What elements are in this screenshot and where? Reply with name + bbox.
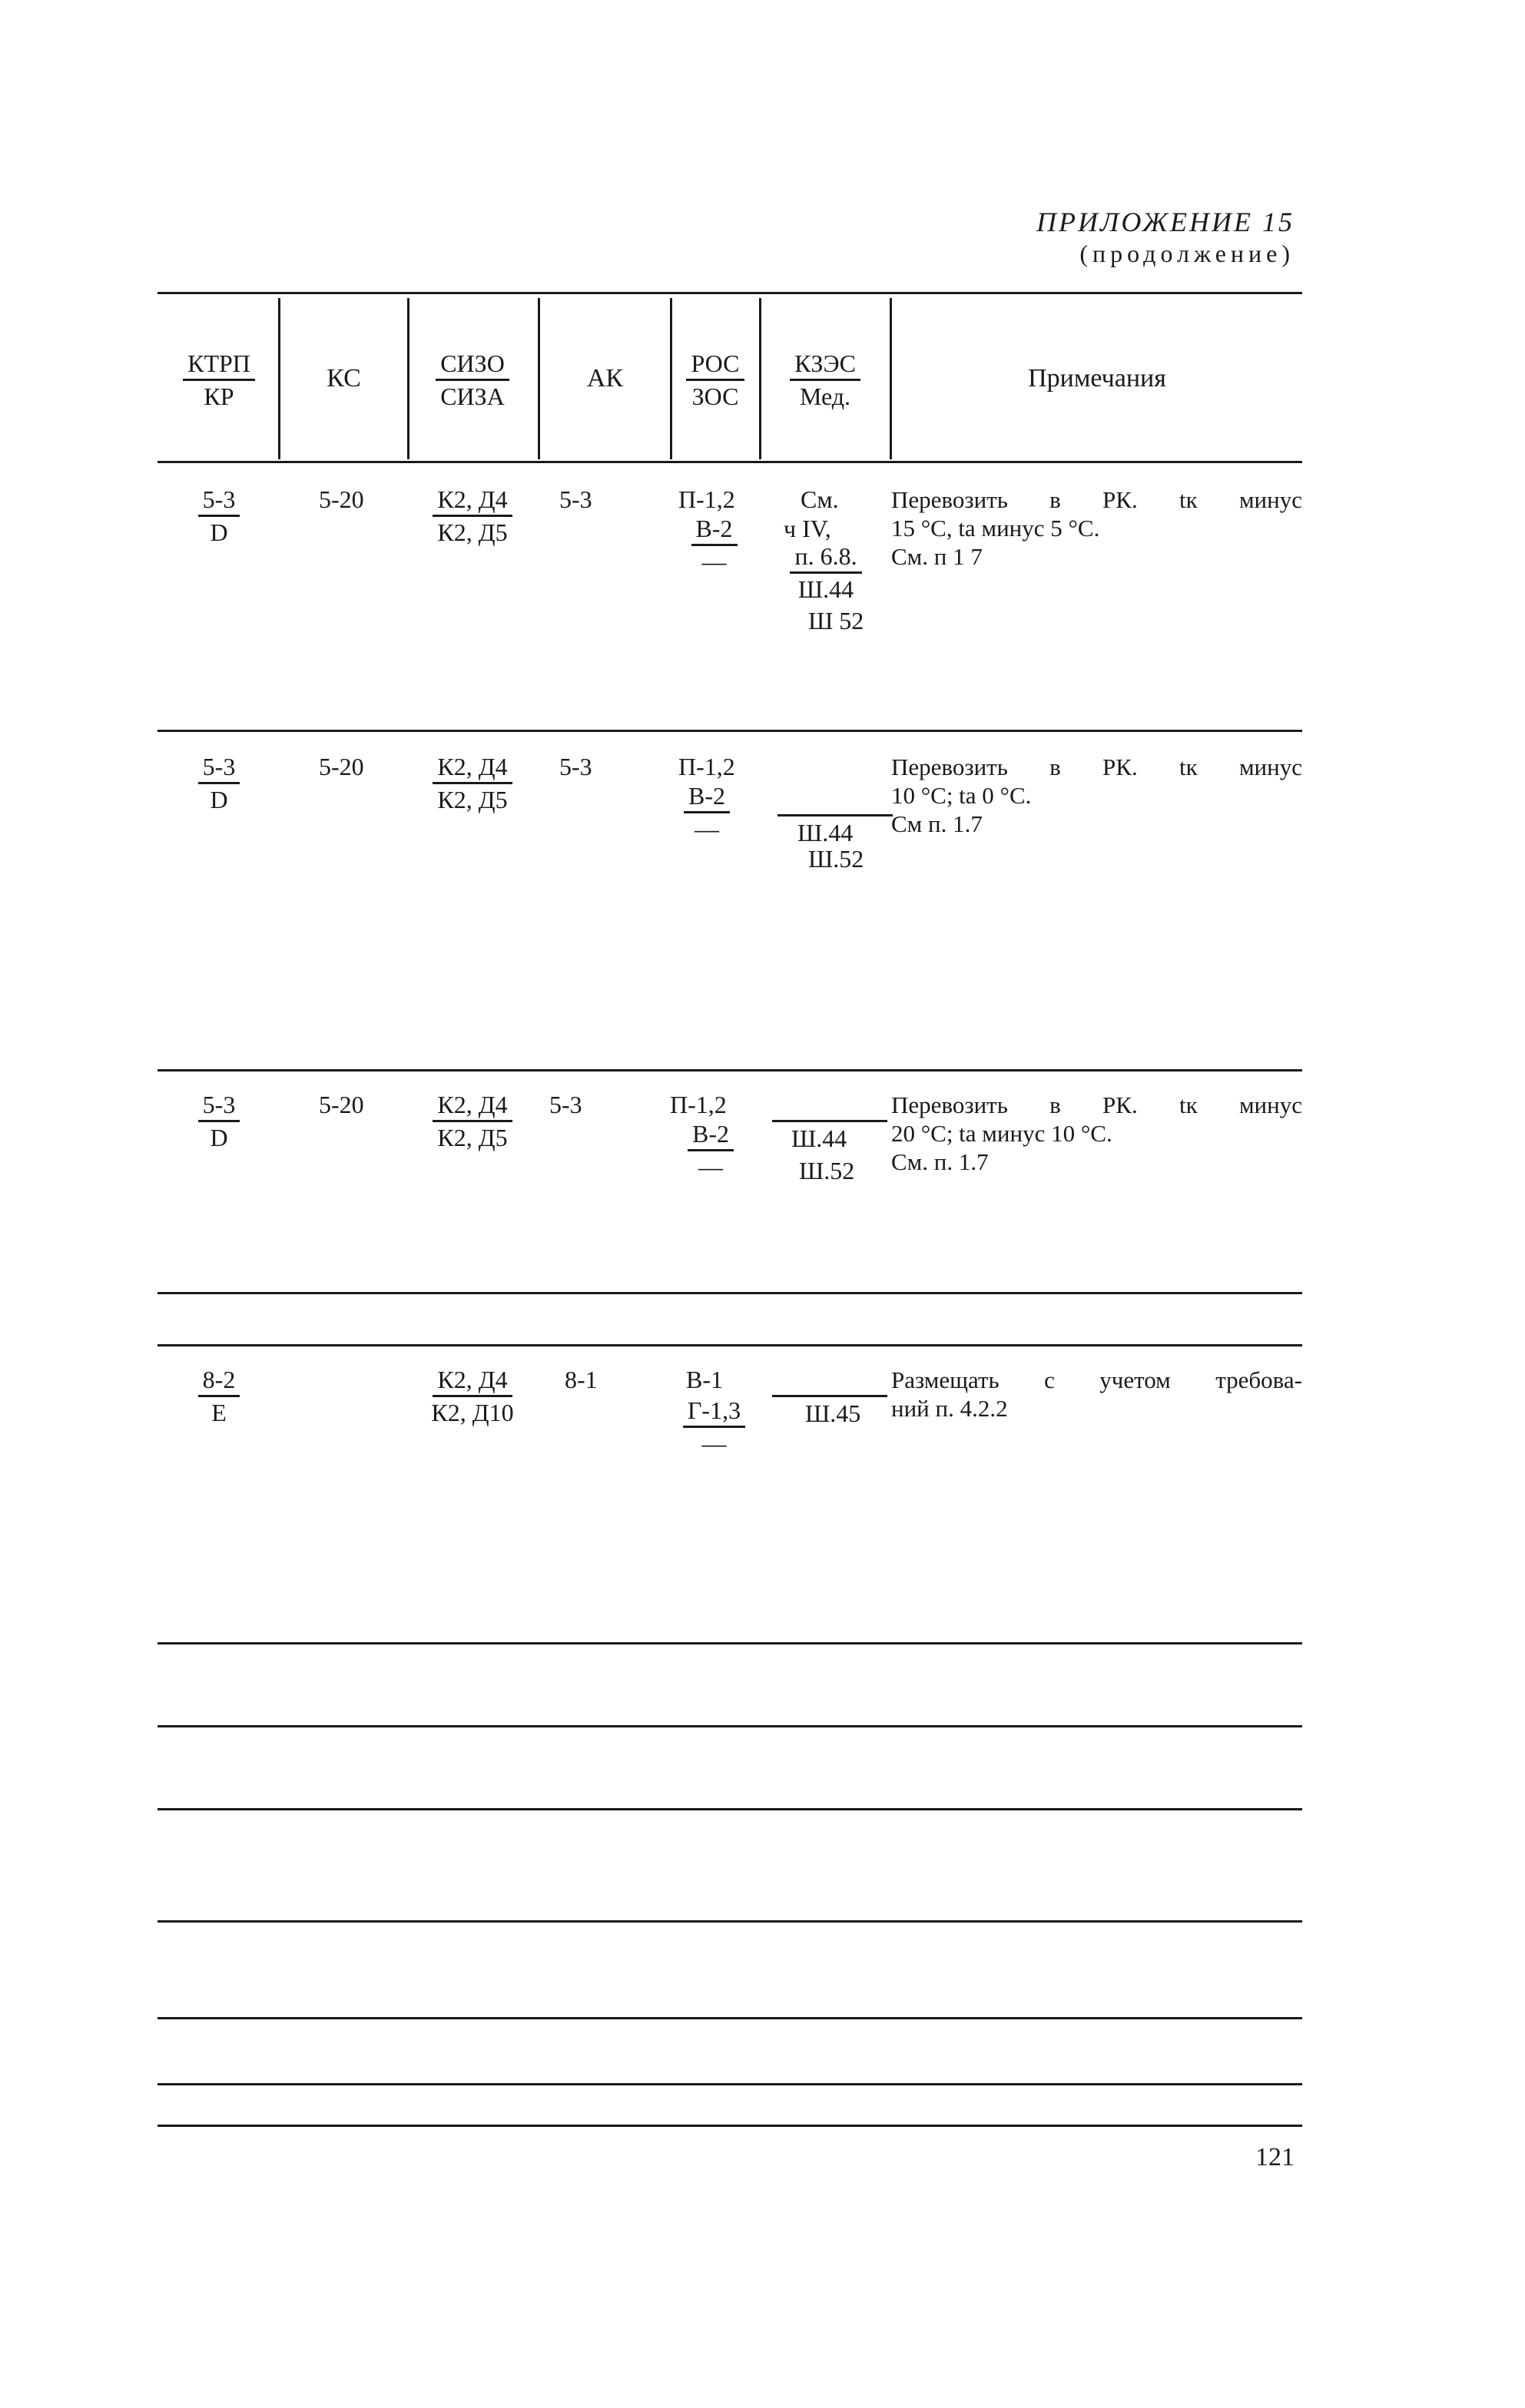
row1-ktrp: 5-3	[198, 485, 240, 517]
header-sizo: СИЗО	[436, 349, 509, 381]
header-med: Мед.	[799, 383, 851, 410]
row4-ros: В-1	[686, 1366, 723, 1393]
row1-med-2: Ш 52	[808, 607, 864, 634]
row1-sizo: К2, Д4	[433, 485, 512, 517]
table-top-rule	[157, 292, 1302, 294]
row3-kr: D	[210, 1124, 228, 1151]
row2-med-2: Ш.52	[808, 845, 864, 873]
header-ak: АК	[586, 364, 624, 393]
row2-med-1: Ш.44	[797, 819, 854, 846]
row2-ros: П-1,2	[678, 753, 735, 780]
header-divider	[759, 298, 761, 459]
header-divider	[890, 298, 892, 459]
row3-sizo-siza	[411, 1091, 534, 1151]
row4-zos: —	[701, 1429, 727, 1457]
row2-siza: К2, Д5	[437, 786, 508, 813]
row1-ak: 5-3	[559, 485, 592, 513]
row3-ak: 5-3	[549, 1091, 582, 1118]
header-ros: РОС	[686, 349, 744, 381]
header-divider	[670, 298, 672, 459]
row-separator	[157, 1920, 1302, 1923]
row3-notes	[891, 1091, 1302, 1176]
header-notes: Примечания	[1028, 364, 1166, 393]
row3-sizo: К2, Д4	[433, 1091, 512, 1122]
header-ktrp-kr	[161, 349, 277, 410]
row4-ros2-zos	[670, 1396, 758, 1457]
row2-med-rule	[777, 814, 893, 816]
row3-ktrp: 5-3	[198, 1091, 240, 1122]
row1-kzes-line2: ч IV,	[784, 515, 831, 542]
row3-note-line: См. п. 1.7	[891, 1148, 989, 1175]
row3-ros2-zos	[661, 1120, 761, 1181]
row2-note-line: См п. 1.7	[891, 810, 983, 837]
row-separator	[157, 1344, 1302, 1346]
row1-kzes-line1: См.	[801, 485, 839, 513]
row-separator	[157, 2017, 1302, 2019]
appendix-title: ПРИЛОЖЕНИЕ 15	[1036, 207, 1295, 237]
header-divider	[278, 298, 280, 459]
row-separator	[157, 730, 1302, 732]
row4-sizo-siza	[411, 1366, 534, 1426]
row1-kr: D	[210, 518, 228, 546]
row-separator	[157, 2083, 1302, 2085]
row1-notes	[891, 485, 1302, 571]
row3-ktrp-kr	[161, 1091, 277, 1151]
header-siza: СИЗА	[440, 383, 505, 410]
row4-sizo: К2, Д4	[433, 1366, 512, 1397]
row2-sizo: К2, Д4	[433, 753, 512, 784]
row-separator	[157, 1642, 1302, 1645]
row1-zos: —	[701, 548, 727, 575]
header-kzes-med	[763, 349, 887, 410]
row1-ktrp-kr	[161, 485, 277, 546]
row3-zos: —	[698, 1153, 723, 1181]
row1-ks: 5-20	[319, 485, 364, 513]
row4-ktrp-kr	[161, 1366, 277, 1426]
row4-note-line: ний п. 4.2.2	[891, 1395, 1008, 1422]
row2-ros2: В-2	[684, 782, 730, 813]
row4-note-line: Размещать с учетом требова-	[891, 1366, 1302, 1393]
row2-note-line: Перевозить в РК. tк минус	[891, 754, 1302, 780]
row-separator	[157, 1725, 1302, 1727]
row3-med-2: Ш.52	[799, 1157, 855, 1184]
row4-ros2: Г-1,3	[683, 1396, 745, 1428]
row2-ktrp: 5-3	[198, 753, 240, 784]
row2-notes	[891, 753, 1302, 838]
row4-kr: Е	[211, 1399, 227, 1426]
row1-kzes-line3: п. 6.8.	[790, 542, 861, 574]
appendix-subtitle: (продолжение)	[1079, 240, 1295, 267]
row4-med-1: Ш.45	[805, 1399, 861, 1427]
row2-ks: 5-20	[319, 753, 364, 780]
header-divider	[407, 298, 409, 459]
row2-ros2-zos	[657, 782, 757, 843]
header-sizo-siza	[411, 349, 534, 410]
row1-sizo-siza	[411, 485, 534, 546]
row3-med-rule	[772, 1120, 887, 1122]
row1-note-line: Перевозить в РК. tк минус	[891, 486, 1302, 513]
header-ks: КС	[327, 364, 361, 393]
header-divider	[538, 298, 540, 459]
row4-med-rule	[772, 1395, 887, 1397]
row3-ros: П-1,2	[670, 1091, 727, 1118]
row4-siza: К2, Д10	[431, 1399, 514, 1426]
row3-siza: К2, Д5	[437, 1124, 508, 1151]
row3-med-1: Ш.44	[791, 1125, 847, 1152]
row1-ros2-zos	[674, 515, 754, 575]
header-ros-zos	[674, 349, 757, 410]
row1-ros: П-1,2	[678, 485, 735, 513]
row1-siza: К2, Д5	[437, 518, 508, 546]
row-separator	[157, 1808, 1302, 1810]
row2-kr: D	[210, 786, 228, 813]
row-separator	[157, 1069, 1302, 1072]
row3-note-line: Перевозить в РК. tк минус	[891, 1091, 1302, 1118]
row2-sizo-siza	[411, 753, 534, 813]
row4-ak: 8-1	[565, 1366, 598, 1393]
row1-note-line: См. п 1 7	[891, 543, 983, 570]
header-kzes: КЗЭС	[790, 349, 860, 381]
header-zos: ЗОС	[691, 383, 739, 410]
row4-notes	[891, 1366, 1302, 1423]
row1-ros2: В-2	[691, 515, 738, 546]
row2-note-line: 10 °С; tа 0 °С.	[891, 782, 1032, 809]
row3-ros2: В-2	[688, 1120, 734, 1151]
row1-kzes-med	[768, 542, 884, 603]
page-number: 121	[1255, 2143, 1295, 2171]
row2-zos: —	[695, 815, 719, 843]
table-bottom-rule	[157, 2125, 1302, 2127]
row1-med-1: Ш.44	[797, 575, 854, 603]
row1-note-line: 15 °С, tа минус 5 °С.	[891, 515, 1100, 542]
row3-ks: 5-20	[319, 1091, 364, 1118]
header-ktrp: КТРП	[183, 349, 255, 381]
row-separator	[157, 1292, 1302, 1294]
header-bottom-rule	[157, 461, 1302, 463]
header-kr: КР	[204, 383, 234, 410]
row2-ktrp-kr	[161, 753, 277, 813]
row2-ak: 5-3	[559, 753, 592, 780]
row3-note-line: 20 °С; tа минус 10 °С.	[891, 1120, 1112, 1147]
row4-ktrp: 8-2	[198, 1366, 240, 1397]
